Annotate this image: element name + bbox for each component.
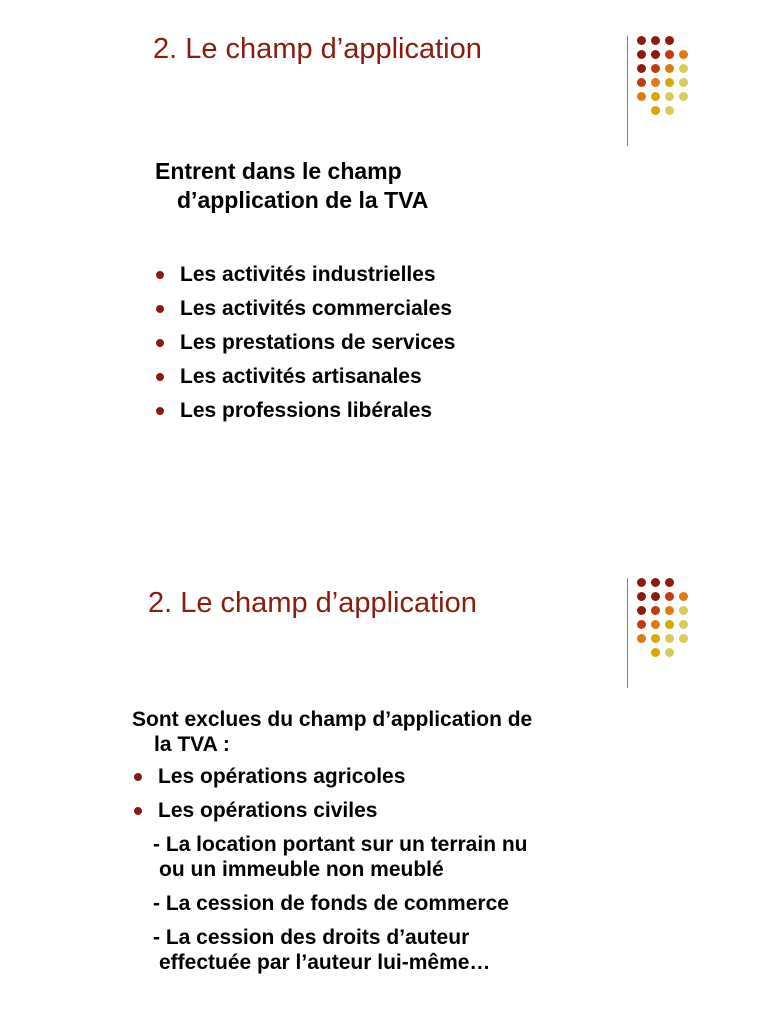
list-item-text: Les professions libérales (180, 399, 433, 422)
list-item (132, 760, 405, 794)
decorative-dot (665, 620, 674, 629)
list-item (154, 292, 455, 326)
excluded-operations-list (132, 760, 405, 828)
bullet-dot (156, 339, 164, 347)
intro-line-2: la TVA : (154, 733, 230, 756)
decorative-dot (637, 634, 646, 643)
decorative-dot (637, 64, 646, 73)
decorative-dot (665, 592, 674, 601)
decorative-dot (665, 578, 674, 587)
decorative-dot (665, 92, 674, 101)
slide-2-title: 2. Le champ d’application (148, 587, 477, 619)
list-item (154, 360, 455, 394)
decorative-dot (651, 634, 660, 643)
decorative-dot (651, 592, 660, 601)
decorative-dot (651, 648, 660, 657)
decorative-dot (679, 64, 688, 73)
decorative-dot (637, 78, 646, 87)
sub-item-line-2: effectuée par l’auteur lui-même… (159, 951, 491, 974)
decorative-dot (665, 36, 674, 45)
sub-item-line-1: - La location portant sur un terrain nu (153, 833, 528, 856)
decorative-dot (679, 92, 688, 101)
decorative-dot (637, 36, 646, 45)
decorative-dot (637, 606, 646, 615)
sub-item-line-1: - La cession de fonds de commerce (153, 892, 509, 915)
sub-item (153, 925, 528, 975)
list-item-text: Les activités industrielles (180, 263, 436, 286)
list-item-text: Les prestations de services (180, 331, 456, 354)
decorative-dot (637, 50, 646, 59)
decorative-dot (651, 620, 660, 629)
decorative-dot (651, 36, 660, 45)
sub-item-line-2: ou un immeuble non meublé (159, 858, 444, 881)
decorative-dot (665, 64, 674, 73)
slide-2 (0, 560, 768, 1024)
decorative-dot (651, 78, 660, 87)
bullet-dot (134, 773, 142, 781)
decorative-dot (651, 606, 660, 615)
decorative-dot (637, 592, 646, 601)
decorative-dot (665, 106, 674, 115)
sub-item (153, 832, 528, 882)
decorative-dot (651, 106, 660, 115)
decorative-dot (679, 592, 688, 601)
list-item (154, 326, 455, 360)
list-item-text: Les opérations civiles (158, 799, 378, 822)
decorative-divider (627, 36, 628, 146)
sub-item-line-1: - La cession des droits d’auteur (153, 926, 470, 949)
civil-operations-sublist (153, 832, 528, 984)
bullet-dot (134, 807, 142, 815)
included-activities-list (154, 258, 455, 428)
list-item-text: Les activités artisanales (180, 365, 422, 388)
slide-1-intro (155, 157, 428, 215)
slide-1-title: 2. Le champ d’application (153, 33, 482, 65)
bullet-dot (156, 373, 164, 381)
decorative-dot (651, 578, 660, 587)
intro-line-1: Sont exclues du champ d’application de (132, 708, 533, 731)
list-item-text: Les activités commerciales (180, 297, 452, 320)
decorative-dot (637, 578, 646, 587)
decorative-dot (679, 620, 688, 629)
decorative-dot (651, 64, 660, 73)
bullet-dot (156, 305, 164, 313)
bullet-dot (156, 271, 164, 279)
intro-line-2: d’application de la TVA (177, 187, 429, 213)
slide-2-intro (132, 707, 532, 757)
decorative-dot (665, 634, 674, 643)
decorative-dot (651, 50, 660, 59)
decorative-dot (665, 648, 674, 657)
sub-item (153, 891, 528, 916)
bullet-dot (156, 407, 164, 415)
list-item (132, 794, 405, 828)
decorative-dot (637, 620, 646, 629)
decorative-dot (665, 50, 674, 59)
decorative-dot (665, 78, 674, 87)
decorative-dot (679, 50, 688, 59)
decorative-divider (627, 578, 628, 688)
decorative-dot (679, 634, 688, 643)
list-item (154, 394, 455, 428)
decorative-dot (665, 606, 674, 615)
list-item-text: Les opérations agricoles (158, 765, 406, 788)
decorative-dot (679, 78, 688, 87)
decorative-dot (637, 92, 646, 101)
list-item (154, 258, 455, 292)
decorative-dot (651, 92, 660, 101)
intro-line-1: Entrent dans le champ (155, 158, 402, 184)
decorative-dot (679, 606, 688, 615)
